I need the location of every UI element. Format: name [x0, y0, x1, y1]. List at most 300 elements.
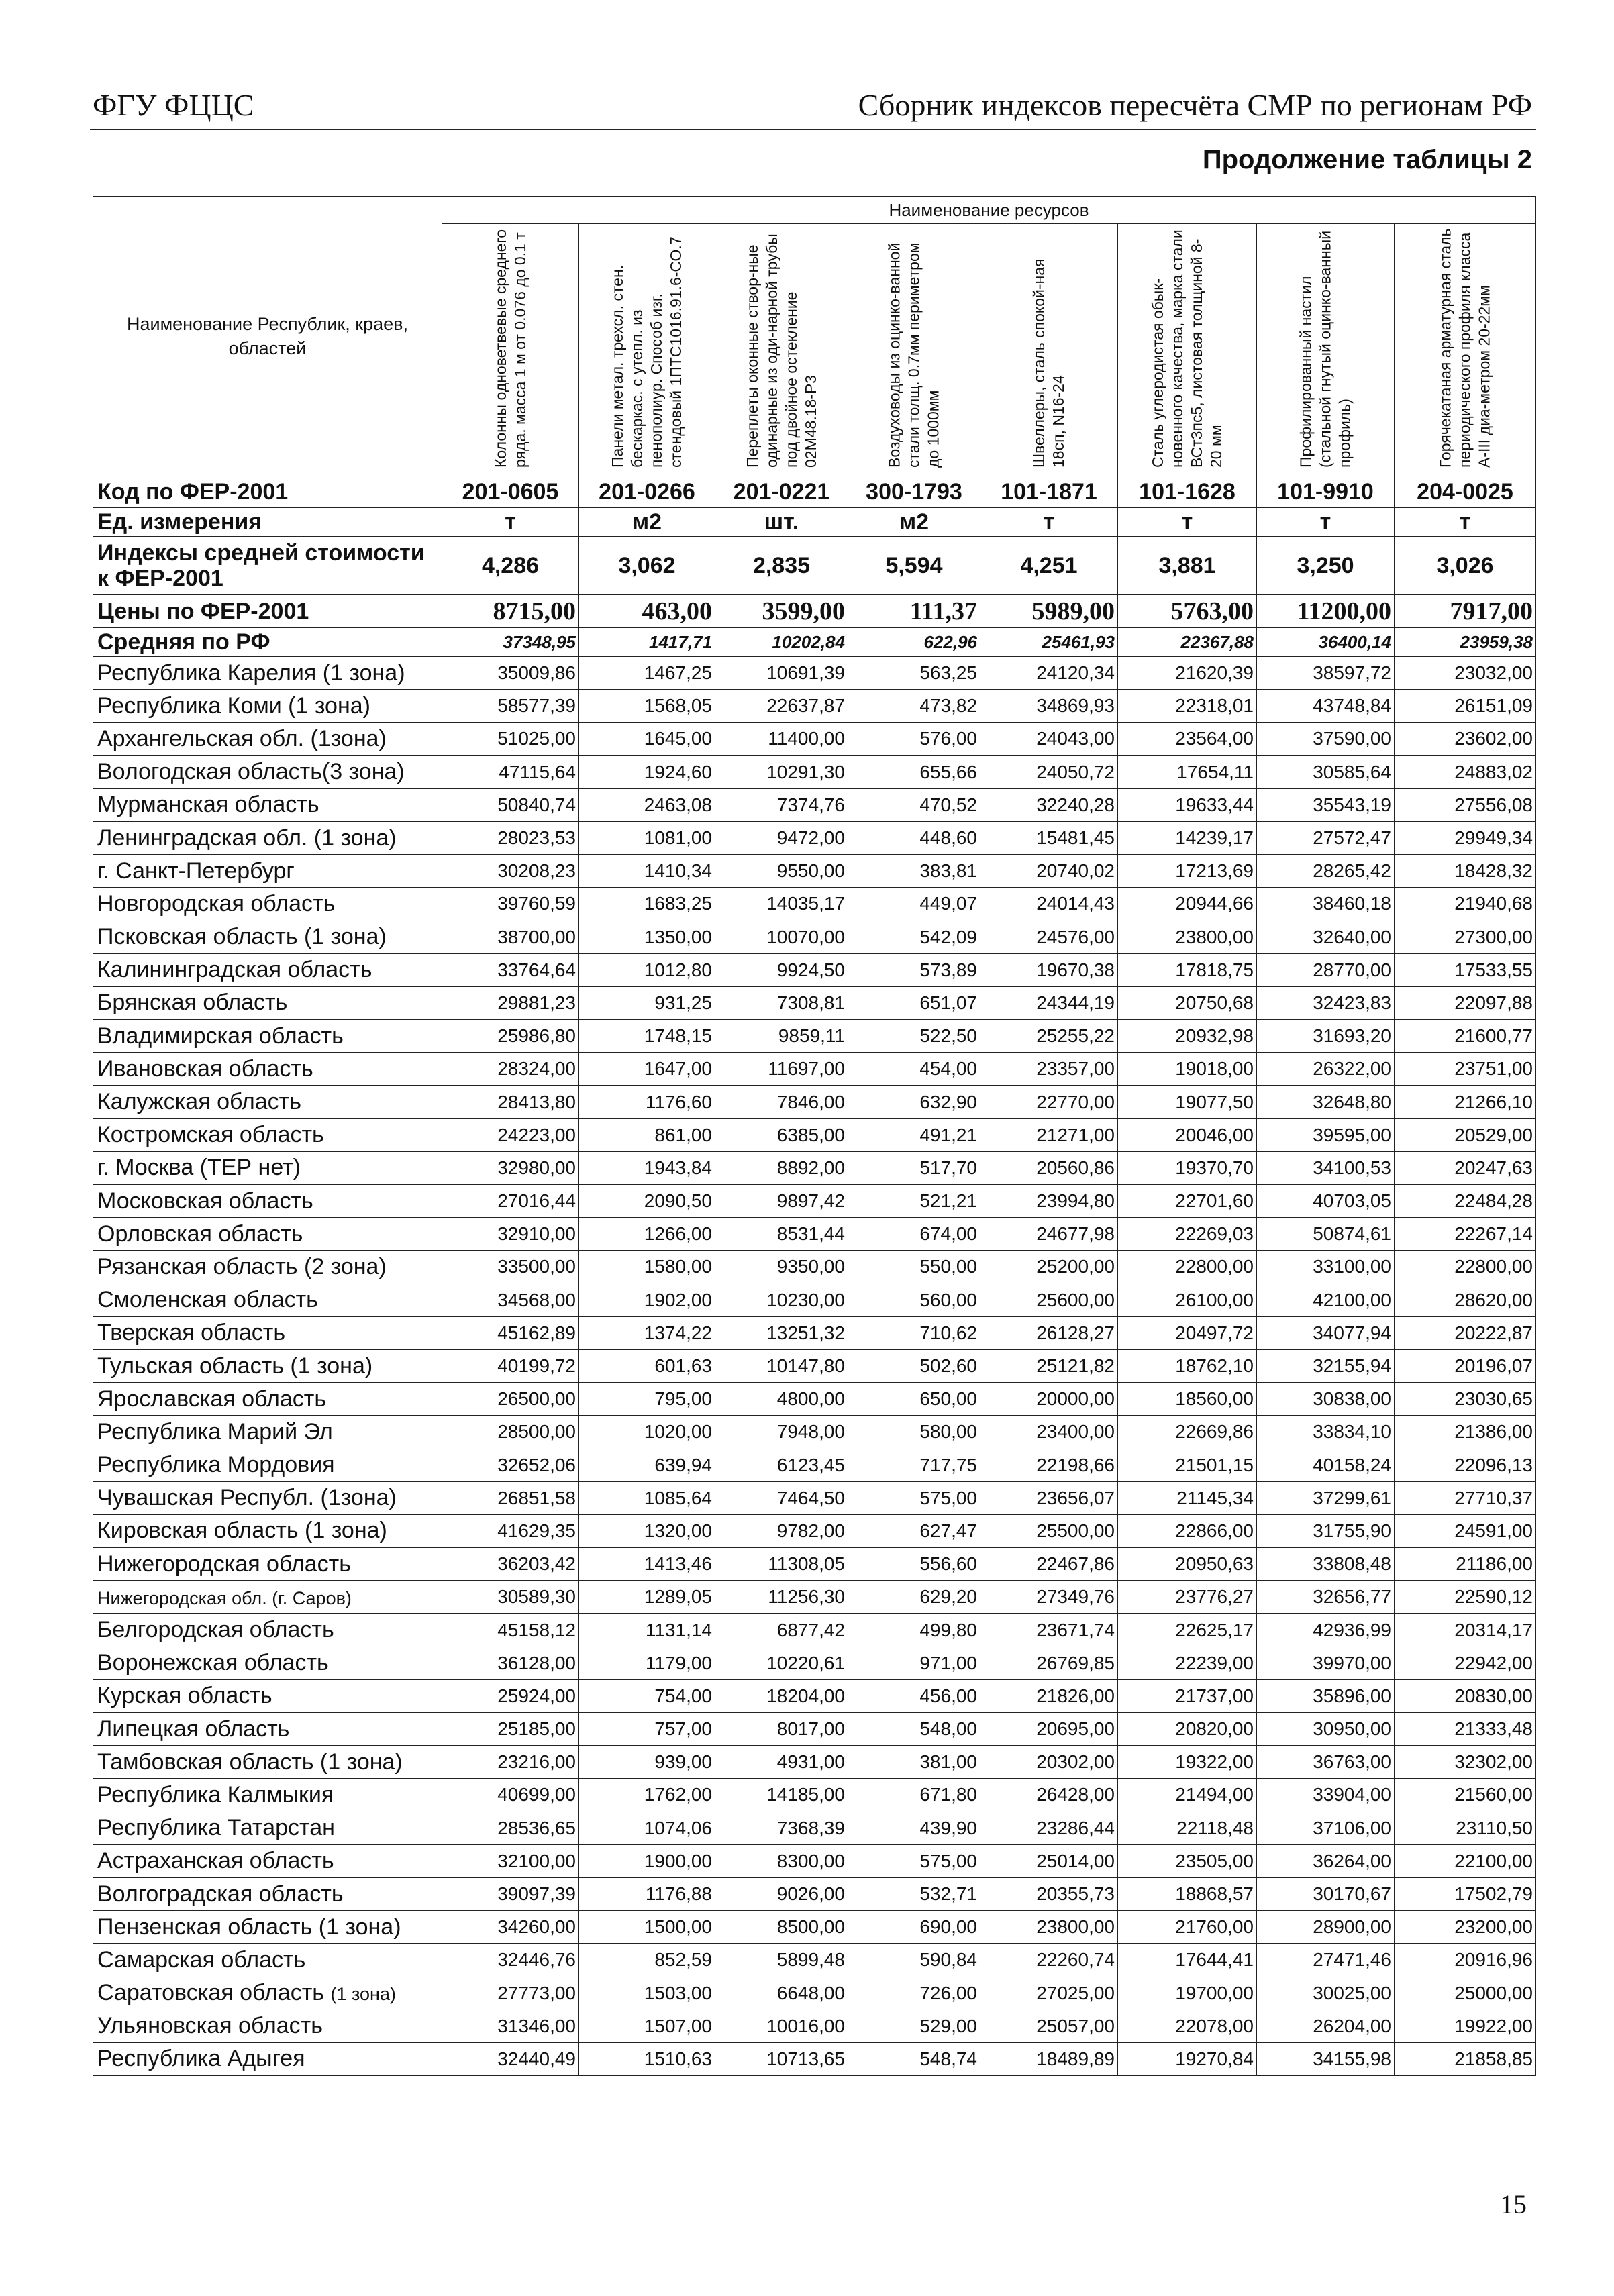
- price-row-cell: 111,37: [848, 595, 980, 628]
- table-cell: 563,25: [848, 657, 980, 690]
- table-cell: 28900,00: [1257, 1911, 1395, 1944]
- region-name-text: Псковская область (1 зона): [97, 924, 387, 950]
- table-row: [93, 1151, 1536, 1184]
- table-cell: 35543,19: [1257, 788, 1395, 821]
- table-cell: 26322,00: [1257, 1053, 1395, 1086]
- table-cell: 20916,96: [1395, 1944, 1536, 1977]
- table-cell: 36128,00: [442, 1647, 579, 1679]
- table-cell: 499,80: [848, 1614, 980, 1647]
- table-cell: 852,59: [579, 1944, 715, 1977]
- region-name: [93, 1977, 442, 2010]
- region-name: [93, 1514, 442, 1547]
- price-row-cell: 5989,00: [980, 595, 1118, 628]
- table-cell: 1012,80: [579, 953, 715, 986]
- table-cell: 50874,61: [1257, 1218, 1395, 1251]
- table-cell: 575,00: [848, 1481, 980, 1514]
- table-cell: 23400,00: [980, 1416, 1118, 1449]
- table-cell: 22078,00: [1118, 2010, 1257, 2042]
- table-cell: 22800,00: [1118, 1251, 1257, 1284]
- code-row-cell: 204-0025: [1395, 476, 1536, 508]
- table-cell: 39097,39: [442, 1877, 579, 1910]
- table-cell: 6648,00: [715, 1977, 848, 2010]
- table-cell: 27016,44: [442, 1185, 579, 1218]
- region-name: [93, 2042, 442, 2075]
- region-name: [93, 1911, 442, 1944]
- table-cell: 27300,00: [1395, 921, 1536, 953]
- index-row-cell: 3,062: [579, 537, 715, 595]
- index-row-cell: 2,835: [715, 537, 848, 595]
- region-name: [93, 1812, 442, 1844]
- region-name: [93, 1548, 442, 1581]
- table-continuation-title: Продолжение таблицы 2: [1202, 145, 1532, 174]
- region-name: [93, 1151, 442, 1184]
- table-cell: 532,71: [848, 1877, 980, 1910]
- region-name-text: Чувашская Республ. (1зона): [97, 1485, 397, 1511]
- table-cell: 37299,61: [1257, 1481, 1395, 1514]
- table-cell: 35896,00: [1257, 1679, 1395, 1712]
- column-header: [715, 224, 848, 476]
- table-cell: 22260,74: [980, 1944, 1118, 1977]
- column-header-rotator: [491, 226, 530, 468]
- table-cell: 8500,00: [715, 1911, 848, 1944]
- table-cell: 9897,42: [715, 1185, 848, 1218]
- table-row: [93, 1548, 1536, 1581]
- table-cell: 23505,00: [1118, 1844, 1257, 1877]
- table-cell: 20000,00: [980, 1383, 1118, 1416]
- table-cell: 9859,11: [715, 1020, 848, 1053]
- table-cell: 27025,00: [980, 1977, 1118, 2010]
- table-cell: 23656,07: [980, 1481, 1118, 1514]
- table-cell: 21737,00: [1118, 1679, 1257, 1712]
- average-row-cell: 622,96: [848, 628, 980, 657]
- table-cell: 25121,82: [980, 1349, 1118, 1382]
- region-name-text: Липецкая область: [97, 1716, 290, 1742]
- table-cell: 23800,00: [980, 1911, 1118, 1944]
- table-row: [93, 1877, 1536, 1910]
- table-cell: 8892,00: [715, 1151, 848, 1184]
- table-row: [93, 953, 1536, 986]
- table-cell: 20830,00: [1395, 1679, 1536, 1712]
- column-header-rotator: [743, 226, 821, 468]
- index-row-cell: 3,250: [1257, 537, 1395, 595]
- table-cell: 7368,39: [715, 1812, 848, 1844]
- table-row: [93, 986, 1536, 1019]
- unit-row-cell: т: [980, 508, 1118, 537]
- region-name-text: Республика Адыгея: [97, 2046, 305, 2072]
- table-cell: 20302,00: [980, 1746, 1118, 1779]
- table-cell: 25185,00: [442, 1713, 579, 1746]
- table-cell: 1647,00: [579, 1053, 715, 1086]
- table-row: [93, 1086, 1536, 1118]
- index-row-cell: 4,286: [442, 537, 579, 595]
- table-cell: 34100,53: [1257, 1151, 1395, 1184]
- table-cell: 1645,00: [579, 723, 715, 755]
- table-cell: 30838,00: [1257, 1383, 1395, 1416]
- table-cell: 529,00: [848, 2010, 980, 2042]
- table-cell: 32423,83: [1257, 986, 1395, 1019]
- region-name: [93, 1679, 442, 1712]
- unit-row: [93, 508, 1536, 537]
- table-cell: 32640,00: [1257, 921, 1395, 953]
- table-cell: 1176,88: [579, 1877, 715, 1910]
- table-cell: 1320,00: [579, 1514, 715, 1547]
- table-cell: 24120,34: [980, 657, 1118, 690]
- table-cell: 23357,00: [980, 1053, 1118, 1086]
- table-cell: 11308,05: [715, 1548, 848, 1581]
- header-divider: [90, 129, 1536, 130]
- table-row: [93, 1614, 1536, 1647]
- region-name-suffix: (1 зона): [330, 1984, 396, 2005]
- table-cell: 26100,00: [1118, 1284, 1257, 1316]
- column-header: [442, 224, 579, 476]
- table-cell: 10230,00: [715, 1284, 848, 1316]
- index-row-cell: 4,251: [980, 537, 1118, 595]
- table-cell: 33100,00: [1257, 1251, 1395, 1284]
- region-name: [93, 1877, 442, 1910]
- region-name: [93, 788, 442, 821]
- region-name: [93, 755, 442, 788]
- column-header: [1395, 224, 1536, 476]
- table-cell: 1085,64: [579, 1481, 715, 1514]
- table-cell: 10220,61: [715, 1647, 848, 1679]
- column-header-text: Профилированный настил (стальной гнутый оцинко-ванный профиль): [1297, 230, 1354, 468]
- table-cell: 7948,00: [715, 1416, 848, 1449]
- region-name: [93, 1020, 442, 1053]
- table-cell: 24050,72: [980, 755, 1118, 788]
- table-cell: 34155,98: [1257, 2042, 1395, 2075]
- unit-row-cell: шт.: [715, 508, 848, 537]
- table-cell: 710,62: [848, 1316, 980, 1349]
- region-name: [93, 690, 442, 723]
- table-cell: 757,00: [579, 1713, 715, 1746]
- table-cell: 21560,00: [1395, 1779, 1536, 1812]
- region-name-text: Самарская область: [97, 1946, 306, 1973]
- table-cell: 1510,63: [579, 2042, 715, 2075]
- table-cell: 42100,00: [1257, 1284, 1395, 1316]
- table-cell: 23751,00: [1395, 1053, 1536, 1086]
- table-row: [93, 690, 1536, 723]
- table-cell: 25057,00: [980, 2010, 1118, 2042]
- table-cell: 22625,17: [1118, 1614, 1257, 1647]
- table-cell: 18762,10: [1118, 1349, 1257, 1382]
- table-cell: 22096,13: [1395, 1449, 1536, 1481]
- table-row: [93, 1713, 1536, 1746]
- table-cell: 36264,00: [1257, 1844, 1395, 1877]
- table-cell: 30025,00: [1257, 1977, 1395, 2010]
- region-name: [93, 1383, 442, 1416]
- region-name: [93, 1779, 442, 1812]
- table-cell: 28413,80: [442, 1086, 579, 1118]
- table-cell: 22701,60: [1118, 1185, 1257, 1218]
- table-cell: 861,00: [579, 1118, 715, 1151]
- table-row: [93, 1812, 1536, 1844]
- region-name-text: Владимирская область: [97, 1023, 344, 1049]
- table-cell: 454,00: [848, 1053, 980, 1086]
- table-cell: 34869,93: [980, 690, 1118, 723]
- page-number: 15: [1500, 2189, 1527, 2220]
- column-header: [980, 224, 1118, 476]
- table-cell: 18868,57: [1118, 1877, 1257, 1910]
- unit-row-cell: т: [1257, 508, 1395, 537]
- column-header: [1118, 224, 1257, 476]
- table-cell: 37590,00: [1257, 723, 1395, 755]
- table-row: [93, 1020, 1536, 1053]
- table-row: [93, 755, 1536, 788]
- table-cell: 23602,00: [1395, 723, 1536, 755]
- table-cell: 32240,28: [980, 788, 1118, 821]
- table-cell: 20950,63: [1118, 1548, 1257, 1581]
- index-row: [93, 537, 1536, 595]
- region-name: [93, 855, 442, 888]
- table-cell: 22269,03: [1118, 1218, 1257, 1251]
- table-cell: 9350,00: [715, 1251, 848, 1284]
- table-cell: 29881,23: [442, 986, 579, 1019]
- table-cell: 22770,00: [980, 1086, 1118, 1118]
- region-name-text: Республика Татарстан: [97, 1815, 335, 1841]
- code-row-cell: 101-9910: [1257, 476, 1395, 508]
- table-row: [93, 1251, 1536, 1284]
- table-cell: 22318,01: [1118, 690, 1257, 723]
- table-cell: 1176,60: [579, 1086, 715, 1118]
- table-row: [93, 1481, 1536, 1514]
- table-cell: 601,63: [579, 1349, 715, 1382]
- table-cell: 28265,42: [1257, 855, 1395, 888]
- unit-row-cell: м2: [579, 508, 715, 537]
- table-cell: 21266,10: [1395, 1086, 1536, 1118]
- table-cell: 22267,14: [1395, 1218, 1536, 1251]
- table-cell: 931,25: [579, 986, 715, 1019]
- table-cell: 6877,42: [715, 1614, 848, 1647]
- table-cell: 20529,00: [1395, 1118, 1536, 1151]
- table-cell: 32652,06: [442, 1449, 579, 1481]
- table-cell: 17213,69: [1118, 855, 1257, 888]
- table-cell: 28023,53: [442, 821, 579, 854]
- region-name-text: Белгородская область: [97, 1617, 334, 1643]
- table-cell: 30950,00: [1257, 1713, 1395, 1746]
- table-cell: 27556,08: [1395, 788, 1536, 821]
- table-cell: 1900,00: [579, 1844, 715, 1877]
- average-row: [93, 628, 1536, 657]
- table-cell: 22467,86: [980, 1548, 1118, 1581]
- region-name-text: Калининградская область: [97, 957, 372, 983]
- table-cell: 38460,18: [1257, 888, 1395, 921]
- code-row-cell: 101-1628: [1118, 476, 1257, 508]
- table-cell: 9472,00: [715, 821, 848, 854]
- table-cell: 50840,74: [442, 788, 579, 821]
- table-cell: 28500,00: [442, 1416, 579, 1449]
- table-cell: 1410,34: [579, 855, 715, 888]
- table-row: [93, 1449, 1536, 1481]
- table-cell: 37106,00: [1257, 1812, 1395, 1844]
- table-row: [93, 723, 1536, 755]
- table-cell: 19633,44: [1118, 788, 1257, 821]
- table-cell: 40699,00: [442, 1779, 579, 1812]
- unit-row-cell: т: [442, 508, 579, 537]
- table-cell: 575,00: [848, 1844, 980, 1877]
- table-cell: 19322,00: [1118, 1746, 1257, 1779]
- table-cell: 717,75: [848, 1449, 980, 1481]
- unit-row-cell: м2: [848, 508, 980, 537]
- column-header-text: Колонны одноветвевые среднего ряда. масса 1 м от 0.076 до 0.1 т: [491, 229, 529, 468]
- table-cell: 22637,87: [715, 690, 848, 723]
- table-row: [93, 1911, 1536, 1944]
- table-cell: 28324,00: [442, 1053, 579, 1086]
- table-cell: 521,21: [848, 1185, 980, 1218]
- table-cell: 38700,00: [442, 921, 579, 953]
- table-cell: 21386,00: [1395, 1416, 1536, 1449]
- table-cell: 34077,94: [1257, 1316, 1395, 1349]
- table-cell: 22942,00: [1395, 1647, 1536, 1679]
- table-cell: 22484,28: [1395, 1185, 1536, 1218]
- region-name-text: Новгородская область: [97, 890, 336, 917]
- region-name: [93, 1316, 442, 1349]
- region-name-text: Архангельская обл. (1зона): [97, 725, 387, 751]
- table-cell: 20695,00: [980, 1713, 1118, 1746]
- table-cell: 32155,94: [1257, 1349, 1395, 1382]
- table-cell: 32302,00: [1395, 1746, 1536, 1779]
- table-row: [93, 888, 1536, 921]
- table-row: [93, 1679, 1536, 1712]
- region-name: [93, 1218, 442, 1251]
- table-cell: 21940,68: [1395, 888, 1536, 921]
- table-cell: 522,50: [848, 1020, 980, 1053]
- unit-row-label: Ед. измерения: [93, 508, 442, 537]
- table-cell: 21620,39: [1118, 657, 1257, 690]
- table-cell: 21271,00: [980, 1118, 1118, 1151]
- table-cell: 548,74: [848, 2042, 980, 2075]
- table-cell: 20932,98: [1118, 1020, 1257, 1053]
- index-row-cell: 5,594: [848, 537, 980, 595]
- table-cell: 470,52: [848, 788, 980, 821]
- table-cell: 456,00: [848, 1679, 980, 1712]
- table-cell: 1350,00: [579, 921, 715, 953]
- column-header-text: Воздуховоды из оцинко-ванной стали толщ. 0.7мм периметром до 1000мм: [885, 242, 942, 468]
- table-cell: 1467,25: [579, 657, 715, 690]
- column-header-text: Панели метал. трехсл. стен. бескаркас. с утепл. из пенополиур. Способ изг. стендовый 1ПТС1016.91.6-СО.7: [609, 236, 685, 468]
- table-cell: 38597,72: [1257, 657, 1395, 690]
- table-cell: 20046,00: [1118, 1118, 1257, 1151]
- table-cell: 21501,15: [1118, 1449, 1257, 1481]
- table-row: [93, 2010, 1536, 2042]
- table-cell: 24223,00: [442, 1118, 579, 1151]
- table-row: [93, 1514, 1536, 1547]
- table-cell: 20196,07: [1395, 1349, 1536, 1382]
- table-cell: 7308,81: [715, 986, 848, 1019]
- region-name-text: Костромская область: [97, 1122, 324, 1148]
- table-cell: 17533,55: [1395, 953, 1536, 986]
- region-name-text: Республика Мордовия: [97, 1452, 335, 1478]
- table-row: [93, 2042, 1536, 2075]
- table-cell: 30585,64: [1257, 755, 1395, 788]
- table-cell: 22590,12: [1395, 1581, 1536, 1614]
- table-cell: 19270,84: [1118, 2042, 1257, 2075]
- table-cell: 10016,00: [715, 2010, 848, 2042]
- price-row-cell: 8715,00: [442, 595, 579, 628]
- table-row: [93, 1185, 1536, 1218]
- region-name-text: Пензенская область (1 зона): [97, 1914, 401, 1940]
- code-row-cell: 201-0266: [579, 476, 715, 508]
- table-cell: 8017,00: [715, 1713, 848, 1746]
- table-cell: 34568,00: [442, 1284, 579, 1316]
- table-cell: 1179,00: [579, 1647, 715, 1679]
- table-cell: 31755,90: [1257, 1514, 1395, 1547]
- table-cell: 40199,72: [442, 1349, 579, 1382]
- table-cell: 8531,44: [715, 1218, 848, 1251]
- table-cell: 1924,60: [579, 755, 715, 788]
- region-name: [93, 723, 442, 755]
- resources-header: Наименование ресурсов: [442, 197, 1536, 224]
- column-header: [848, 224, 980, 476]
- table-cell: 754,00: [579, 1679, 715, 1712]
- table-cell: 1507,00: [579, 2010, 715, 2042]
- table-cell: 690,00: [848, 1911, 980, 1944]
- table-cell: 32440,49: [442, 2042, 579, 2075]
- table-cell: 23032,00: [1395, 657, 1536, 690]
- region-name-text: Брянская область: [97, 990, 288, 1016]
- table-cell: 517,70: [848, 1151, 980, 1184]
- table-cell: 10147,80: [715, 1349, 848, 1382]
- table-cell: 32446,76: [442, 1944, 579, 1977]
- table-cell: 1266,00: [579, 1218, 715, 1251]
- region-name: [93, 1944, 442, 1977]
- table-cell: 25924,00: [442, 1679, 579, 1712]
- table-cell: 573,89: [848, 953, 980, 986]
- region-name-text: Нижегородская обл. (г. Саров): [97, 1587, 352, 1608]
- table-cell: 26769,85: [980, 1647, 1118, 1679]
- price-row-cell: 7917,00: [1395, 595, 1536, 628]
- table-cell: 26851,58: [442, 1481, 579, 1514]
- table-cell: 21145,34: [1118, 1481, 1257, 1514]
- table-row: [93, 1053, 1536, 1086]
- table-cell: 30589,30: [442, 1581, 579, 1614]
- region-name-text: Республика Калмыкия: [97, 1781, 334, 1808]
- table-row: [93, 1383, 1536, 1416]
- price-row: [93, 595, 1536, 628]
- table-cell: 17502,79: [1395, 1877, 1536, 1910]
- table-cell: 7464,50: [715, 1481, 848, 1514]
- region-name-text: г. Санкт-Петербург: [97, 857, 295, 884]
- region-name: [93, 921, 442, 953]
- region-name-text: Мурманская область: [97, 792, 319, 818]
- average-row-cell: 37348,95: [442, 628, 579, 657]
- table-cell: 36763,00: [1257, 1746, 1395, 1779]
- table-cell: 30208,23: [442, 855, 579, 888]
- table-cell: 674,00: [848, 1218, 980, 1251]
- region-name-text: Орловская область: [97, 1220, 303, 1247]
- table-cell: 23776,27: [1118, 1581, 1257, 1614]
- table-row: [93, 1581, 1536, 1614]
- table-cell: 22239,00: [1118, 1647, 1257, 1679]
- code-row-cell: 201-0221: [715, 476, 848, 508]
- table-cell: 576,00: [848, 723, 980, 755]
- table-cell: 650,00: [848, 1383, 980, 1416]
- table-cell: 25014,00: [980, 1844, 1118, 1877]
- table-cell: 542,09: [848, 921, 980, 953]
- table-cell: 971,00: [848, 1647, 980, 1679]
- table-cell: 40158,24: [1257, 1449, 1395, 1481]
- index-row-cell: 3,026: [1395, 537, 1536, 595]
- table-cell: 47115,64: [442, 755, 579, 788]
- table-cell: 24344,19: [980, 986, 1118, 1019]
- table-cell: 2463,08: [579, 788, 715, 821]
- region-name-text: Саратовская область: [97, 1980, 324, 2006]
- table-cell: 31693,20: [1257, 1020, 1395, 1053]
- price-index-table: [93, 196, 1536, 2076]
- table-cell: 32656,77: [1257, 1581, 1395, 1614]
- table-cell: 25000,00: [1395, 1977, 1536, 2010]
- region-name: [93, 953, 442, 986]
- region-name: [93, 1118, 442, 1151]
